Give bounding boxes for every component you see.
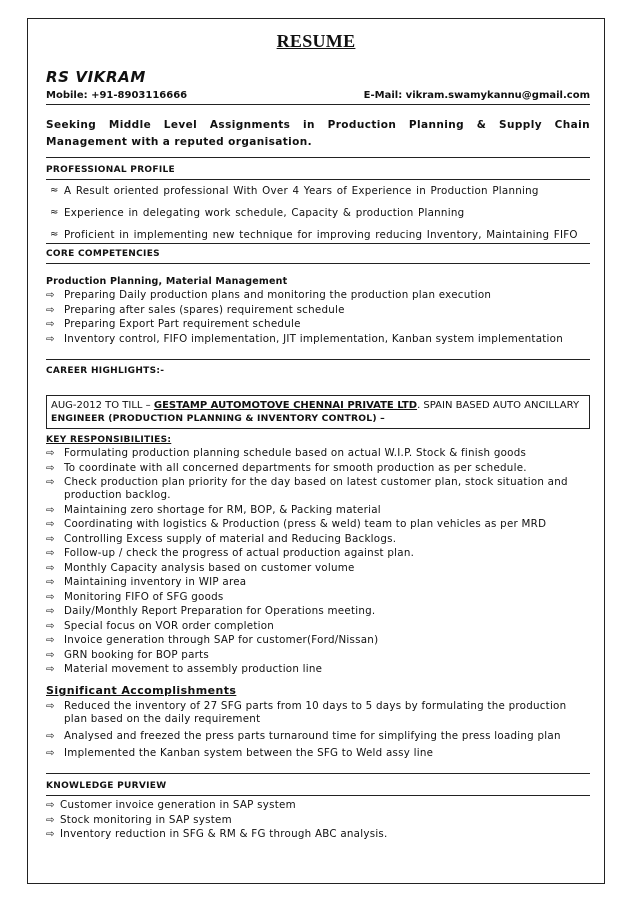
section-heading-profile: PROFESSIONAL PROFILE (46, 165, 175, 175)
mobile-number: Mobile: +91-8903116666 (46, 90, 188, 101)
divider (46, 179, 590, 180)
arrow-bullet-icon: ⇨ (46, 477, 55, 488)
approx-bullet-icon: ≈ (50, 207, 59, 218)
arrow-bullet-icon: ⇨ (46, 800, 55, 811)
arrow-bullet-icon: ⇨ (46, 504, 55, 516)
arrow-bullet-icon: ⇨ (46, 448, 55, 459)
profile-list (46, 184, 590, 250)
list-item: ⇨ Preparing after sales (spares) requirement schedule (46, 303, 345, 316)
competencies-subheading: Production Planning, Material Management (46, 276, 288, 287)
divider (46, 795, 590, 796)
page-title: RESUME (276, 31, 356, 51)
list-item: ⇨ Analysed and freezed the press parts turnaround time for simplifying the press loading plan (46, 730, 561, 742)
list-item: ⇨ Maintaining zero shortage for RM, BOP, & Packing material (46, 503, 381, 516)
divider (46, 104, 590, 105)
job-title-line (51, 399, 585, 412)
divider (46, 157, 590, 158)
divider (46, 773, 590, 774)
resume-page (27, 18, 605, 884)
section-heading-responsibilities: KEY RESPONSIBILITIES: (46, 435, 172, 445)
list-item: ≈ Proficient in implementing new technique for improving reducing Inventory, Maintaining FIFO (50, 229, 578, 241)
job-period: AUG-2012 TO TILL – (51, 400, 154, 411)
arrow-bullet-icon: ⇨ (46, 562, 55, 574)
section-heading-career: CAREER HIGHLIGHTS:- (46, 366, 165, 376)
section-heading-knowledge: KNOWLEDGE PURVIEW (46, 781, 167, 791)
company-name: GESTAMP AUTOMOTOVE CHENNAI PRIVATE LTD (153, 400, 418, 411)
arrow-bullet-icon: ⇨ (46, 814, 55, 826)
company-description: . SPAIN BASED AUTO ANCILLARY (417, 400, 580, 411)
list-item: ≈ Experience in delegating work schedule, Capacity & production Planning (50, 207, 465, 219)
list-item: ⇨ Reduced the inventory of 27 SFG parts from 10 days to 5 days by formulating the production plan based on the daily requirement (46, 700, 567, 725)
arrow-bullet-icon: ⇨ (46, 649, 55, 661)
knowledge-list (46, 799, 590, 843)
list-item: ⇨ Formulating production planning schedule based on actual W.I.P. Stock & finish goods (46, 447, 527, 459)
responsibilities-list (46, 447, 590, 678)
list-item: ⇨ Invoice generation through SAP for customer(Ford/Nissan) (46, 634, 379, 646)
contact-line (46, 90, 590, 101)
arrow-bullet-icon: ⇨ (46, 519, 55, 530)
candidate-name: RS VIKRAM (46, 68, 146, 86)
list-item: ⇨ Check production plan priority for the day based on latest customer plan, stock situation and production backlog. (46, 476, 568, 501)
list-item: ⇨ Daily/Monthly Report Preparation for Operations meeting. (46, 605, 376, 617)
job-role: ENGINEER (PRODUCTION PLANNING & INVENTORY CONTROL) – (51, 413, 385, 424)
list-item: ⇨ Implemented the Kanban system between the SFG to Weld assy line (46, 747, 434, 759)
job-summary-box (46, 395, 590, 429)
list-item: ⇨ Preparing Export Part requirement schedule (46, 318, 301, 330)
arrow-bullet-icon: ⇨ (46, 533, 55, 545)
arrow-bullet-icon: ⇨ (46, 701, 55, 712)
list-item: ⇨ Coordinating with logistics & Production (press & weld) team to plan vehicles as per MRD (46, 518, 547, 530)
arrow-bullet-icon: ⇨ (46, 333, 55, 345)
arrow-bullet-icon: ⇨ (46, 591, 55, 603)
list-item: ⇨ Follow-up / check the progress of actual production against plan. (46, 547, 415, 559)
career-objective: Seeking Middle Level Assignments in Production Planning & Supply Chain Management with a reputed organisation. (46, 119, 590, 148)
arrow-bullet-icon: ⇨ (46, 620, 55, 632)
section-heading-accomplishments: Significant Accomplishments (46, 684, 237, 697)
email-address: E-Mail: vikram.swamykannu@gmail.com (363, 90, 590, 101)
arrow-bullet-icon: ⇨ (46, 829, 55, 840)
arrow-bullet-icon: ⇨ (46, 304, 55, 316)
list-item: ⇨ Monitoring FIFO of SFG goods (46, 590, 224, 603)
arrow-bullet-icon: ⇨ (46, 748, 55, 759)
section-heading-competencies: CORE COMPETENCIES (46, 249, 160, 259)
approx-bullet-icon: ≈ (50, 229, 59, 240)
list-item: ⇨ Maintaining inventory in WIP area (46, 576, 247, 588)
arrow-bullet-icon: ⇨ (46, 731, 55, 742)
list-item: ⇨ Inventory control, FIFO implementation, JIT implementation, Kanban system implementation (46, 332, 563, 345)
divider (46, 359, 590, 360)
accomplishments-list (46, 700, 590, 762)
divider (46, 263, 590, 264)
divider (46, 243, 590, 244)
arrow-bullet-icon: ⇨ (46, 462, 55, 474)
list-item: ⇨ To coordinate with all concerned departments for smooth production as per schedule. (46, 461, 527, 474)
arrow-bullet-icon: ⇨ (46, 635, 55, 646)
list-item: ⇨ Monthly Capacity analysis based on customer volume (46, 561, 355, 574)
list-item: ⇨ Customer invoice generation in SAP system (46, 799, 296, 811)
list-item: ⇨ Material movement to assembly production line (46, 663, 323, 675)
approx-bullet-icon: ≈ (50, 185, 59, 196)
arrow-bullet-icon: ⇨ (46, 290, 55, 301)
list-item: ⇨ Special focus on VOR order completion (46, 619, 275, 632)
arrow-bullet-icon: ⇨ (46, 319, 55, 330)
list-item: ⇨ Stock monitoring in SAP system (46, 813, 232, 826)
list-item: ⇨ Preparing Daily production plans and monitoring the production plan execution (46, 289, 492, 301)
arrow-bullet-icon: ⇨ (46, 664, 55, 675)
list-item: ⇨ GRN booking for BOP parts (46, 648, 210, 661)
list-item: ≈ A Result oriented professional With Over 4 Years of Experience in Production Planning (50, 185, 539, 197)
list-item: ⇨ Inventory reduction in SFG & RM & FG through ABC analysis. (46, 828, 388, 840)
competencies-list (46, 289, 590, 347)
arrow-bullet-icon: ⇨ (46, 577, 55, 588)
arrow-bullet-icon: ⇨ (46, 548, 55, 559)
arrow-bullet-icon: ⇨ (46, 606, 55, 617)
list-item: ⇨ Controlling Excess supply of material and Reducing Backlogs. (46, 532, 397, 545)
